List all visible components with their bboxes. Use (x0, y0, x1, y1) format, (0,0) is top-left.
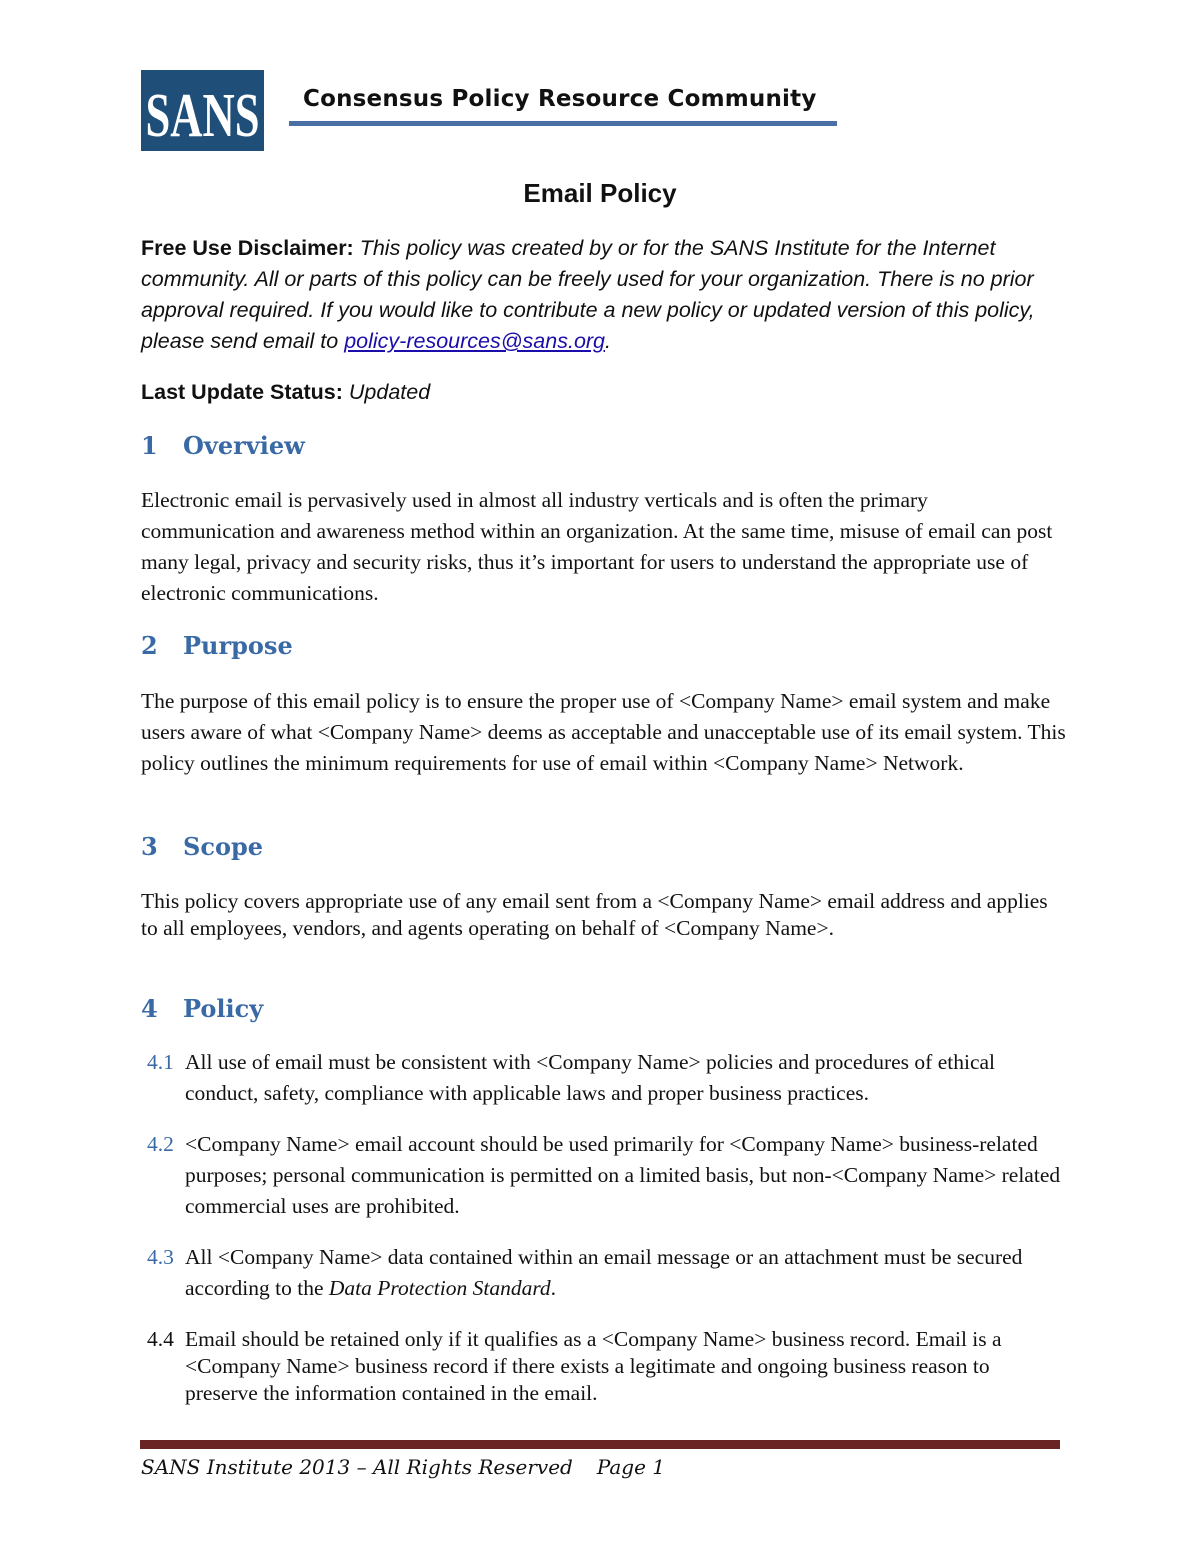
heading-number: 2 (141, 631, 158, 660)
purpose-text: The purpose of this email policy is to ensure the proper use of <Company Name> email system and make users aware of what <Company Name> deems as acceptable and unacceptable use of its email system. This policy outlines the minimum requirements for use of email within <Company Name> Network. (141, 689, 1066, 775)
policy-item-4-4 (147, 1326, 1062, 1407)
status-value: Updated (348, 380, 431, 404)
data-protection-standard: Data Protection Standard (328, 1276, 551, 1300)
update-status (141, 377, 1061, 408)
header-rule (289, 121, 837, 126)
heading-scope (141, 832, 263, 861)
item-text: Email should be retained only if it qualifies as a <Company Name> business record. Email is a <Company Name> business record if there exists a legitimate and ongoing business reason to preserve the information contained in the email. (185, 1327, 1002, 1405)
item-number: 4.2 (147, 1132, 174, 1156)
heading-number: 1 (141, 431, 158, 460)
policy-item-4-2 (147, 1129, 1062, 1222)
heading-policy (141, 994, 263, 1023)
status-label: Last Update Status: (141, 380, 343, 404)
policy-item-4-3 (147, 1242, 1062, 1304)
item-text-end: . (550, 1276, 557, 1300)
page-number: Page 1 (596, 1455, 666, 1479)
footer-rule (140, 1440, 1060, 1449)
heading-purpose (141, 631, 293, 660)
item-number: 4.3 (147, 1245, 174, 1269)
item-text: All use of email must be consistent with <Company Name> policies and procedures of ethical conduct, safety, compliance with applicable laws and proper business practices. (185, 1050, 995, 1105)
item-text: <Company Name> email account should be used primarily for <Company Name> business-related purposes; personal communication is permitted on a limited basis, but non-<Company Name> related commercial uses are prohibited. (185, 1132, 1061, 1218)
community-title: Consensus Policy Resource Community (303, 86, 817, 112)
policy-email-link[interactable]: policy-resources@sans.org (344, 329, 606, 353)
heading-title: Overview (183, 431, 305, 460)
heading-title: Policy (183, 994, 264, 1023)
disclaimer-text: This policy was created by or for the SANS Institute for the Internet community. All or parts of this policy can be freely used for your organization. There is no prior approval required. If you would like to contribute a new policy or updated version of this policy, please send email to (141, 236, 1035, 353)
sans-logo-text: SANS (145, 82, 260, 150)
policy-item-4-1 (147, 1047, 1062, 1109)
footer-copyright: SANS Institute 2013 – All Rights Reserved (141, 1455, 573, 1479)
disclaimer-end: . (605, 329, 612, 353)
item-number: 4.4 (147, 1327, 174, 1351)
sans-logo (141, 70, 264, 151)
disclaimer-label: Free Use Disclaimer: (141, 236, 354, 260)
item-number: 4.1 (147, 1050, 174, 1074)
heading-title: Purpose (183, 631, 293, 660)
overview-text: Electronic email is pervasively used in almost all industry verticals and is often the primary communication and awareness method within an organization. At the same time, misuse of email can post many legal, privacy and security risks, thus it’s important for users to understand the appropriate use of electronic communications. (141, 488, 1053, 605)
page-footer (141, 1455, 665, 1479)
heading-overview (141, 431, 305, 460)
page-title: Email Policy (523, 178, 677, 208)
heading-number: 3 (141, 832, 158, 861)
item-text: All <Company Name> data contained within an email message or an attachment must be secured according to the (185, 1245, 1023, 1300)
heading-number: 4 (141, 994, 158, 1023)
scope-text: This policy covers appropriate use of any email sent from a <Company Name> email address and applies to all employees, vendors, and agents operating on behalf of <Company Name>. (141, 889, 1048, 940)
heading-title: Scope (183, 832, 264, 861)
disclaimer (141, 233, 1061, 357)
